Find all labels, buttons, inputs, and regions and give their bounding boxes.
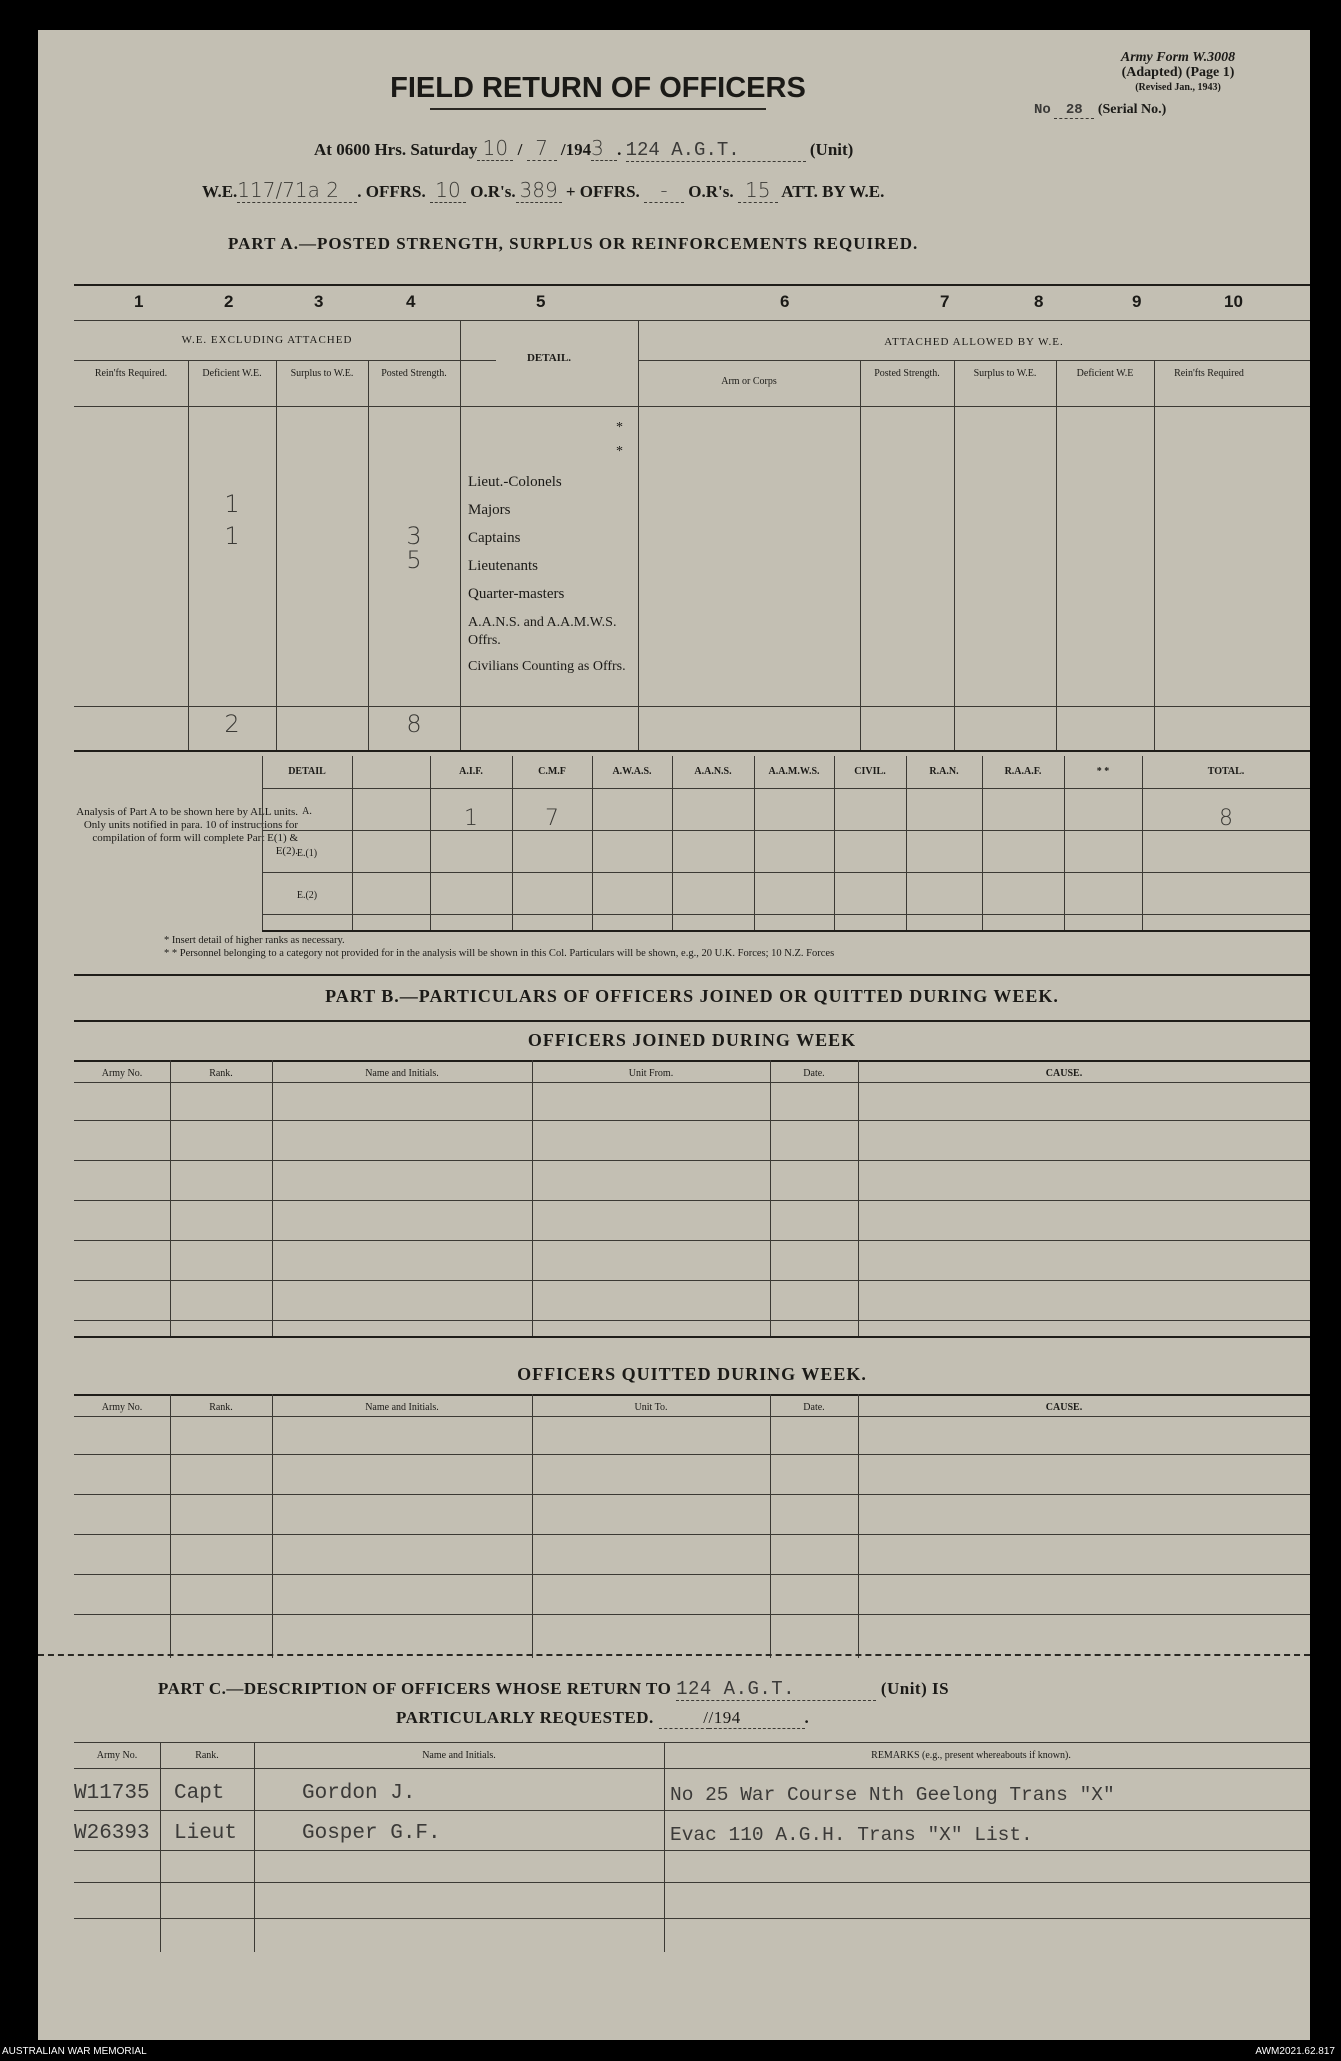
sub-att-surplus: Surplus to W.E.: [973, 368, 1037, 379]
line-we: W.E.117/71a 2 . OFFRS. 10 O.R's. 389 + OFFRS. - O.R's. 15 ATT. BY W.E.: [202, 178, 885, 202]
col-num-5: 5: [536, 292, 546, 311]
part-a-title: PART A.—POSTED STRENGTH, SURPLUS OR REINFORCEMENTS REQUIRED.: [228, 234, 919, 253]
quitted-header-date: Date.: [803, 1402, 825, 1413]
sub-reinfts-required: Rein'fts Required.: [94, 368, 168, 379]
total-posted: 8: [406, 710, 422, 738]
analysis-header-other: * *: [1096, 766, 1110, 777]
part-c-title: [158, 1678, 949, 1701]
partc-row2-rank: Lieut: [174, 1822, 238, 1845]
at-prefix: At 0600 Hrs. Saturday: [314, 140, 478, 159]
at-unit: 124 A.G.T.: [626, 139, 806, 162]
joined-title: OFFICERS JOINED DURING WEEK: [527, 1030, 857, 1050]
analysis-row-e2: E.(2): [296, 890, 318, 901]
table-column-rule: [272, 1060, 273, 1336]
table-column-rule: [272, 1394, 273, 1658]
analysis-header-civil: CIVIL.: [854, 766, 886, 777]
analysis-header-total: TOTAL.: [1207, 766, 1245, 777]
analysis-row-a: A.: [302, 806, 312, 817]
we-value: 117/71a 2: [237, 178, 357, 203]
partc-row2-remarks: Evac 110 A.G.H. Trans "X" List.: [670, 1824, 1033, 1846]
table-row-rule: [74, 1768, 1310, 1769]
form-ref-line3: (Revised Jan., 1943): [1135, 82, 1221, 93]
page-title: FIELD RETURN OF OFFICERS: [390, 72, 806, 104]
ors-value: 389: [516, 178, 562, 203]
offrs-value: 10: [430, 178, 466, 203]
col-num-8: 8: [1034, 292, 1044, 311]
col-num-7: 7: [940, 292, 950, 311]
total-deficient: 2: [224, 710, 240, 738]
sub-deficient-we: Deficient W.E.: [202, 368, 262, 379]
form-ref-line2: (Adapted) (Page 1): [1121, 65, 1235, 80]
table-row-rule: [74, 1918, 1310, 1919]
partc-row1-remarks: No 25 War Course Nth Geelong Trans "X": [670, 1784, 1115, 1806]
table-row-rule: [74, 1850, 1310, 1851]
part-c-table: [74, 1742, 1310, 1952]
table-row-rule: [74, 1200, 1310, 1201]
analysis-header-aans: A.A.N.S.: [694, 766, 732, 777]
rank-civilians: Civilians Counting as Offrs.: [468, 659, 626, 674]
table-row-rule: [74, 1574, 1310, 1575]
table-row-rule: [74, 1120, 1310, 1121]
table-column-rule: [160, 1742, 161, 1952]
table-row-rule: [74, 1240, 1310, 1241]
sub-att-deficient: Deficient W.E: [1076, 368, 1134, 379]
table-column-rule: [532, 1394, 533, 1658]
analysis-row-e1: E.(1): [296, 848, 318, 859]
sub-att-posted-strength: Posted Strength.: [874, 368, 940, 379]
col-num-9: 9: [1132, 292, 1142, 311]
part-c-line2: PARTICULARLY REQUESTED. //194 .: [396, 1708, 810, 1727]
quitted-header-army-no: Army No.: [101, 1402, 143, 1413]
footnote-2: * * Personnel belonging to a category not provided for in the analysis will be shown in this Col. Particulars will be shown, e.g., 20 U.K. Forces; 10 N.Z. Forces: [164, 948, 835, 959]
partc-row1-rank: Capt: [174, 1782, 225, 1805]
table-column-rule: [770, 1394, 771, 1658]
table-column-rule: [254, 1742, 255, 1952]
rank-captains: Captains: [468, 530, 521, 546]
quitted-table: [74, 1394, 1310, 1658]
ors-label: O.R's.: [470, 182, 516, 201]
table-row-rule: [74, 1534, 1310, 1535]
table-row-rule: [74, 1882, 1310, 1883]
column-numbers: [74, 292, 1310, 316]
at-year-prefix: 194: [565, 140, 592, 159]
part-b-title: PART B.—PARTICULARS OF OFFICERS JOINED OR QUITTED DURING WEEK.: [325, 986, 1059, 1006]
joined-header-rank: Rank.: [209, 1068, 233, 1079]
we-excluding-header: W.E. EXCLUDING ATTACHED: [181, 334, 353, 346]
analysis-total-value: 8: [1219, 806, 1233, 831]
analysis-header-aamws: A.A.M.W.S.: [768, 766, 820, 777]
partc-row2-army-no: W26393: [74, 1822, 150, 1845]
footer-right: AWM2021.62.817: [1255, 2046, 1335, 2057]
cut-line: [38, 1654, 1310, 1656]
table-row-rule: [74, 1810, 1310, 1811]
rank-lieutenants: Lieutenants: [468, 558, 538, 574]
offrs-label: OFFRS.: [365, 182, 426, 201]
sub-arm-or-corps: Arm or Corps: [721, 376, 777, 387]
joined-header-army-no: Army No.: [101, 1068, 143, 1079]
table-row-rule: [74, 1082, 1310, 1083]
partc-header-remarks: REMARKS (e.g., present whereabouts if known).: [871, 1750, 1071, 1761]
att-offrs-value: -: [644, 178, 684, 203]
att-label: ATT. BY W.E.: [781, 182, 885, 201]
col-num-2: 2: [224, 292, 234, 311]
table-column-rule: [170, 1394, 171, 1658]
analysis-aif-value: 1: [464, 806, 478, 831]
we-label: W.E.: [202, 182, 238, 201]
table-column-rule: [170, 1060, 171, 1336]
part-c-date-2: /194: [709, 1708, 805, 1729]
asterisk-1: *: [616, 420, 623, 435]
quitted-title: OFFICERS QUITTED DURING WEEK.: [517, 1364, 867, 1384]
partc-header-name: Name and Initials.: [422, 1750, 496, 1761]
joined-header-name: Name and Initials.: [365, 1068, 439, 1079]
partc-row2-name: Gosper G.F.: [302, 1822, 441, 1845]
footnotes: [164, 934, 834, 960]
table-row-rule: [74, 1160, 1310, 1161]
sub-posted-strength: Posted Strength.: [381, 368, 447, 379]
deficient-values: [188, 488, 276, 552]
rank-lieut-colonels: Lieut.-Colonels: [468, 474, 562, 490]
col-num-3: 3: [314, 292, 324, 311]
analysis-header-raaf: R.A.A.F.: [1004, 766, 1042, 777]
line-at: At 0600 Hrs. Saturday 10 / 7 /1943 . 124 A.G.T. (Unit): [314, 136, 854, 161]
table-column-rule: [664, 1742, 665, 1952]
table-row-rule: [74, 1494, 1310, 1495]
table-row-rule: [74, 1320, 1310, 1321]
joined-table: [74, 1060, 1310, 1336]
quitted-header-unit-to: Unit To.: [634, 1402, 668, 1413]
serial-no-label: No: [1034, 102, 1051, 118]
form-reference: [1058, 50, 1298, 95]
analysis-note: Analysis of Part A to be shown here by ALL units. Only units notified in para. 10 of instructions for compilation of form will complete Part E(1) & E(2).: [76, 806, 298, 857]
col-num-10: 10: [1224, 292, 1243, 311]
serial-label: (Serial No.): [1097, 102, 1167, 117]
col-num-1: 1: [134, 292, 144, 311]
analysis-header-ran: R.A.N.: [929, 766, 959, 777]
quitted-header-cause: CAUSE.: [1045, 1402, 1083, 1413]
rank-aans-aamws: A.A.N.S. and A.A.M.W.S. Offrs.: [468, 615, 617, 648]
table-column-rule: [532, 1060, 533, 1336]
joined-header-cause: CAUSE.: [1045, 1068, 1083, 1079]
serial-number-row: [1034, 102, 1166, 119]
joined-header-unit-from: Unit From.: [628, 1068, 674, 1079]
part-c-title-prefix: PART C.—DESCRIPTION OF OFFICERS WHOSE RETURN TO: [158, 1679, 672, 1698]
analysis-header-awas: A.W.A.S.: [612, 766, 652, 777]
analysis-header-detail: DETAIL: [288, 766, 326, 777]
partc-row1-name: Gordon J.: [302, 1782, 416, 1805]
part-c-requested: PARTICULARLY REQUESTED.: [396, 1708, 654, 1727]
table-row-rule: [74, 1454, 1310, 1455]
table-row-rule: [74, 1416, 1310, 1417]
rank-quartermasters: Quarter-masters: [468, 586, 565, 602]
asterisk-2: *: [616, 444, 623, 459]
table-column-rule: [858, 1060, 859, 1336]
partc-row1-army-no: W11735: [74, 1782, 150, 1805]
part-a-top-border: [74, 284, 1310, 286]
table-row-rule: [74, 1614, 1310, 1615]
form-ref-line1: Army Form W.3008: [1120, 50, 1236, 65]
posted-captains: 3: [406, 522, 422, 550]
title-underline: [430, 108, 766, 110]
plus-sign: +: [565, 182, 576, 201]
table-column-rule: [770, 1060, 771, 1336]
analysis-cmf-value: 7: [545, 806, 559, 831]
posted-lieutenants: 5: [406, 546, 422, 574]
part-c-title-suffix: (Unit) IS: [880, 1679, 950, 1698]
part-c-unit: 124 A.G.T.: [676, 1678, 876, 1701]
table-row-rule: [74, 1280, 1310, 1281]
detail-header: DETAIL.: [526, 352, 572, 364]
posted-values: [368, 524, 460, 572]
at-year-digit: 3: [591, 136, 617, 161]
rank-list: [468, 468, 638, 676]
quitted-header-rank: Rank.: [209, 1402, 233, 1413]
quitted-header-name: Name and Initials.: [365, 1402, 439, 1413]
footer-left: AUSTRALIAN WAR MEMORIAL: [2, 2046, 147, 2057]
deficient-lt-col: 1: [224, 490, 240, 518]
attached-header: ATTACHED ALLOWED BY W.E.: [884, 336, 1064, 348]
form-sheet: [38, 30, 1310, 2040]
serial-no-value: 28: [1054, 102, 1094, 119]
partc-header-rank: Rank.: [195, 1750, 219, 1761]
joined-header-date: Date.: [803, 1068, 825, 1079]
table-column-rule: [858, 1394, 859, 1658]
at-unit-label: (Unit): [809, 140, 854, 159]
footnote-1: * Insert detail of higher ranks as necessary.: [164, 935, 345, 946]
partc-header-army-no: Army No.: [96, 1750, 138, 1761]
att-offrs-label: OFFRS.: [579, 182, 640, 201]
analysis-header-aif: A.I.F.: [459, 766, 483, 777]
part-c-date-1: /: [659, 1708, 709, 1729]
deficient-majors: 1: [224, 522, 240, 550]
at-day: 10: [477, 136, 513, 161]
att-ors-label: O.R's.: [688, 182, 734, 201]
col-num-4: 4: [406, 292, 416, 311]
sub-surplus-we: Surplus to W.E.: [290, 368, 354, 379]
at-month: 7: [527, 136, 557, 161]
col-num-6: 6: [780, 292, 790, 311]
analysis-header-cmf: C.M.F: [538, 766, 566, 777]
sub-att-reinfts: Rein'fts Required: [1174, 368, 1244, 379]
att-ors-value: 15: [738, 178, 778, 203]
rank-majors: Majors: [468, 502, 511, 518]
